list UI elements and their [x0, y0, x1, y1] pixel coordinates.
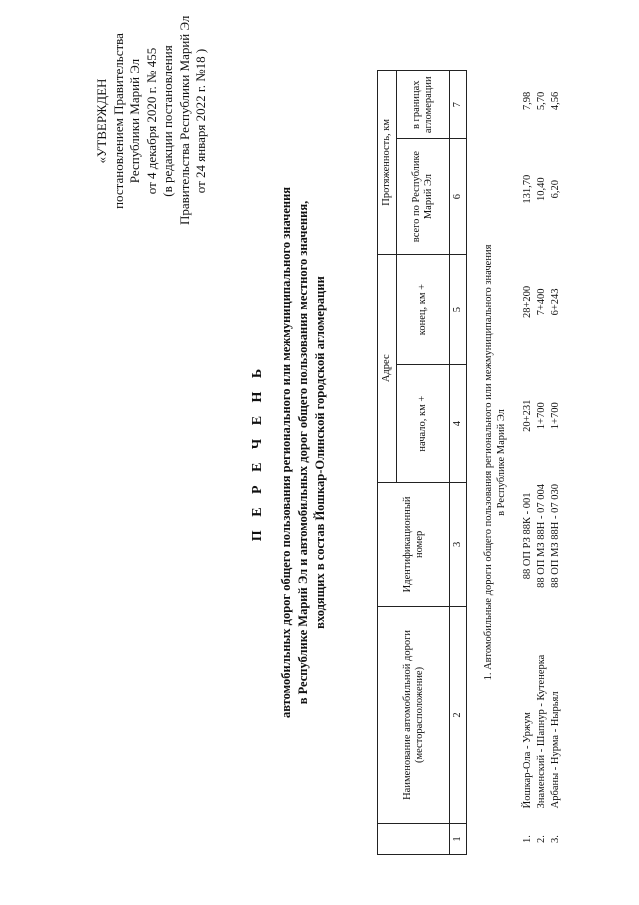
row-end: 7+400	[535, 288, 547, 316]
table-row	[534, 70, 548, 855]
row-start: 1+700	[535, 402, 547, 430]
section-title	[482, 70, 508, 855]
document-subtitle	[278, 0, 329, 905]
row-num: 1.	[521, 835, 533, 843]
row-length-total: 6,20	[549, 179, 561, 199]
row-start: 1+700	[549, 402, 561, 430]
roads-table-header	[377, 70, 467, 855]
approval-line: Правительства Республики Марий Эл	[176, 15, 192, 225]
row-num: 2.	[535, 835, 547, 843]
approval-line: постановлением Правительства	[110, 33, 126, 209]
approval-line: «УТВЕРЖДЕН	[94, 78, 109, 164]
column-number: 2	[450, 606, 467, 823]
header-id-number: Идентификационный номер	[378, 482, 450, 606]
row-start: 20+231	[521, 399, 533, 432]
header-length: Протяженность, км	[378, 71, 397, 255]
column-number: 4	[450, 365, 467, 482]
row-end: 28+200	[521, 285, 533, 318]
header-road-name: Наименование автомобильной дороги (месторасположение)	[378, 606, 450, 823]
column-number: 7	[450, 71, 467, 140]
row-id-number: 88 ОП РЗ 88К - 001	[521, 492, 533, 580]
row-length-total: 10,40	[535, 177, 547, 201]
header-length-agglo: в границах агломерации	[397, 71, 450, 140]
row-road-name: Знаменский - Шапнур - Кутенерка	[535, 654, 547, 809]
row-length-agglo: 4,56	[549, 91, 561, 111]
header-length-total: всего по Республике Марий Эл	[397, 139, 450, 254]
subtitle-line: в Республике Марий Эл и автомобильных дорог общего пользования местного значения,	[296, 200, 310, 705]
row-num: 3.	[549, 835, 561, 843]
subtitle-line: входящих в состав Йошкар-Олинской городской агломерации	[313, 276, 327, 629]
row-road-name: Йошкар-Ола - Уржум	[521, 712, 533, 809]
header-end: конец, км +	[397, 254, 450, 365]
column-number: 1	[450, 824, 467, 855]
column-number: 5	[450, 254, 467, 365]
subtitle-line: автомобильных дорог общего пользования регионального или межмуниципального значения	[279, 186, 293, 719]
approval-line: от 24 января 2022 г. №18 )	[193, 48, 208, 194]
column-number: 3	[450, 482, 467, 606]
approval-stamp	[94, 17, 210, 225]
section-title-line: 1. Автомобильные дороги общего пользования регионального или межмуниципального значения	[483, 244, 494, 681]
header-start: начало, км +	[397, 365, 450, 482]
table-row	[548, 70, 562, 855]
row-length-total: 131,70	[521, 174, 533, 204]
approval-line: Республики Марий Эл	[127, 58, 142, 184]
row-length-agglo: 5,70	[535, 91, 547, 111]
table-row	[520, 70, 534, 855]
column-number: 6	[450, 139, 467, 254]
header-num	[378, 824, 450, 855]
approval-line: (в редакции постановления	[160, 45, 175, 197]
roads-table-body	[520, 70, 562, 855]
row-road-name: Арбаны - Нурма - Нырьял	[549, 691, 561, 809]
row-id-number: 88 ОП МЗ 88Н - 07 030	[549, 483, 561, 588]
row-id-number: 88 ОП МЗ 88Н - 07 004	[535, 483, 547, 588]
row-length-agglo: 7,98	[521, 91, 533, 111]
header-address: Адрес	[378, 254, 397, 482]
document-title: П Е Р Е Ч Е Н Ь	[250, 363, 265, 542]
section-title-line: в Республике Марий Эл	[496, 409, 507, 516]
row-end: 6+243	[549, 288, 561, 316]
approval-line: от 4 декабря 2020 г. № 455	[143, 47, 159, 195]
